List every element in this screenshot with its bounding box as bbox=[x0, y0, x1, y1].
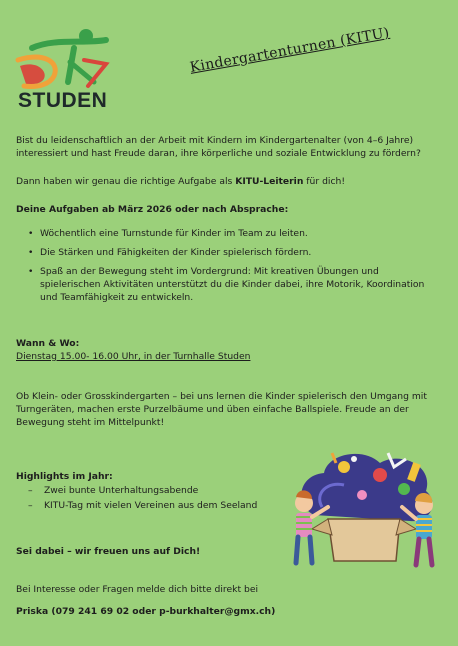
intro-text-2-after: für dich! bbox=[303, 176, 346, 187]
contact-line: Priska (079 241 69 02 oder p-burkhalter@gmx.ch) bbox=[16, 606, 276, 617]
tasks-list bbox=[16, 227, 436, 304]
highlights-heading: Highlights im Jahr: bbox=[16, 471, 113, 482]
children-toy-box-illustration-icon bbox=[284, 445, 442, 575]
highlights-list-container bbox=[16, 484, 286, 514]
intro-role: KITU-Leiterin bbox=[235, 176, 304, 187]
task-item: • Die Stärken und Fähigkeiten der Kinder spielerisch fördern. bbox=[30, 246, 436, 259]
contact-text: Bei Interesse oder Fragen melde dich bitte direkt bei bbox=[16, 584, 259, 595]
intro-paragraph-2 bbox=[16, 175, 444, 188]
tasks-heading: Deine Aufgaben ab März 2026 oder nach Absprache: bbox=[16, 204, 289, 215]
page-title: Kindergartenturnen (KITU) bbox=[188, 24, 391, 76]
when-heading: Wann & Wo: bbox=[16, 338, 80, 349]
task-item: • Wöchentlich eine Turnstunde für Kinder im Team zu leiten. bbox=[30, 227, 436, 240]
tasks-list-container bbox=[16, 227, 436, 310]
intro-text-1: Bist du leidenschaftlich an der Arbeit mit Kindern im Kindergartenalter (von 4–6 Jahre) interessiert und hast Freude daran, ihre körperliche und soziale Entwicklung zu fördern? bbox=[16, 135, 421, 159]
intro-paragraph-1 bbox=[16, 134, 444, 160]
logo-text: STUDEN bbox=[18, 89, 108, 112]
call-to-action: Sei dabei – wir freuen uns auf Dich! bbox=[16, 546, 201, 557]
task-item: • Spaß an der Bewegung steht im Vordergrund: Mit kreativen Übungen und spielerischen Aktivitäten unterstützt du die Kinder dabei, ihre Motorik, Koordination und Teamfähigkeit zu entwickeln. bbox=[30, 265, 436, 304]
when-detail: Dienstag 15.00- 16.00 Uhr, in der Turnhalle Studen bbox=[16, 351, 251, 362]
description-paragraph: Ob Klein- oder Grosskindergarten – bei uns lernen die Kinder spielerisch den Umgang mit Turngeräten, machen erste Purzelbäume und üben einfache Ballspiele. Freude an der Bewegung steht im Mittelpunkt! bbox=[16, 391, 427, 428]
highlight-item: – Zwei bunte Unterhaltungsabende bbox=[28, 484, 286, 497]
intro-text-2-before: Dann haben wir genau die richtige Aufgabe als bbox=[16, 176, 236, 187]
highlight-item: – KITU-Tag mit vielen Vereinen aus dem Seeland bbox=[28, 499, 286, 512]
highlights-list bbox=[16, 484, 286, 512]
